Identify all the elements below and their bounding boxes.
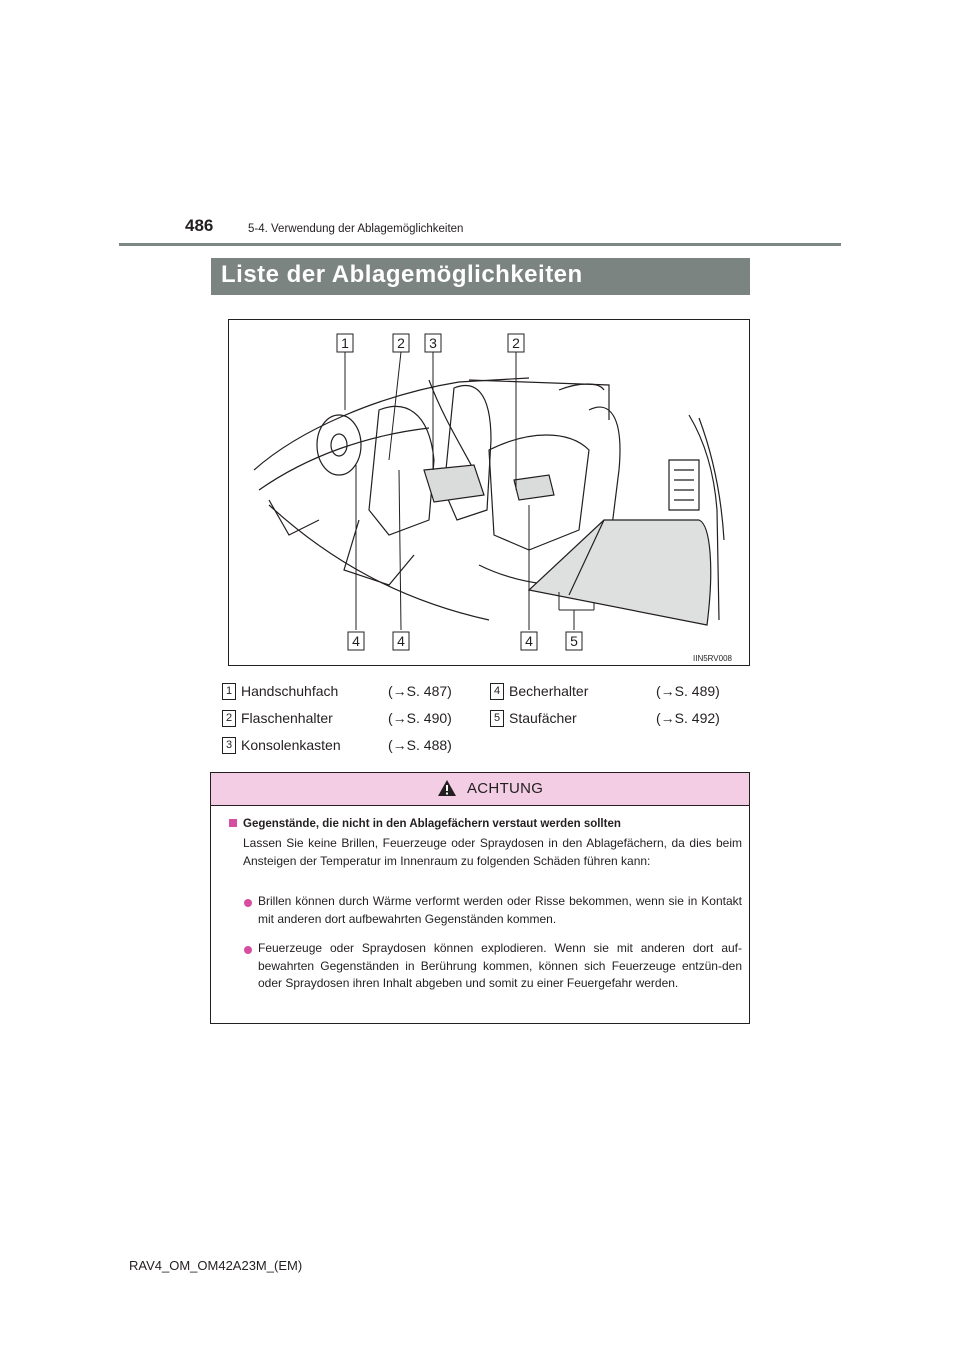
legend-label: Staufächer	[509, 710, 577, 726]
legend-label: Konsolenkasten	[241, 737, 341, 753]
car-interior-drawing	[229, 320, 749, 665]
legend-badge: 5	[490, 710, 504, 727]
legend-ref: (→S. 488)	[388, 737, 452, 753]
section-title: 5-4. Verwendung der Ablagemöglichkeiten	[248, 223, 464, 235]
page-number: 486	[185, 216, 214, 235]
square-bullet-icon	[229, 819, 237, 827]
bullet-dot-icon	[244, 946, 252, 954]
legend-ref: (→S. 489)	[656, 683, 720, 699]
legend-label: Handschuhfach	[241, 683, 339, 699]
warning-intro: Lassen Sie keine Brillen, Feuerzeuge oder Spraydosen in den Ablagefächern, da dies beim Ansteigen der Temperatur im Innenraum zu folgenden Schäden führen kann:	[243, 836, 742, 868]
legend-ref: (→S. 487)	[388, 683, 452, 699]
callout-4b: 4	[397, 633, 405, 649]
header-rule	[119, 243, 841, 246]
warning-header	[211, 773, 749, 806]
callout-2b: 2	[512, 335, 520, 351]
legend-badge: 1	[222, 683, 236, 700]
legend-badge: 3	[222, 737, 236, 754]
warning-triangle-icon	[437, 779, 457, 797]
bullet-dot-icon	[244, 899, 252, 907]
warning-heading-text: Gegenstände, die nicht in den Ablagefächern verstaut werden sollten	[243, 818, 621, 830]
figure-code: IIN5RV008	[693, 654, 732, 663]
warning-heading	[229, 816, 621, 834]
callout-4a: 4	[352, 633, 360, 649]
warning-bullet-1: Brillen können durch Wärme verformt werden oder Risse bekommen, wenn sie in Kontakt mit anderen dort aufbewahrten Gegenständen kommen.	[258, 894, 742, 926]
callout-1: 1	[341, 335, 349, 351]
footer-code: RAV4_OM_OM42A23M_(EM)	[129, 1258, 303, 1273]
legend-badge: 2	[222, 710, 236, 727]
legend-label: Flaschenhalter	[241, 710, 333, 726]
warning-bullet-2: Feuerzeuge oder Spraydosen können explodieren. Wenn sie mit anderen dort auf-bewahrten Gegenständen in Berührung kommen, können sich Feuerzeuge entzün-den oder Spraydosen ihren Inhalt abgeben und somit zu einer Feuergefahr werden.	[258, 941, 742, 990]
warning-box	[210, 772, 750, 1024]
legend-ref: (→S. 492)	[656, 710, 720, 726]
callout-2: 2	[397, 335, 405, 351]
warning-title: ACHTUNG	[467, 780, 544, 797]
callout-5: 5	[570, 633, 578, 649]
legend-badge: 4	[490, 683, 504, 700]
legend-ref: (→S. 490)	[388, 710, 452, 726]
interior-illustration	[228, 319, 750, 666]
callout-4c: 4	[525, 633, 533, 649]
page-title: Liste der Ablagemöglichkeiten	[211, 258, 750, 295]
legend-label: Becherhalter	[509, 683, 589, 699]
callout-3: 3	[429, 335, 437, 351]
